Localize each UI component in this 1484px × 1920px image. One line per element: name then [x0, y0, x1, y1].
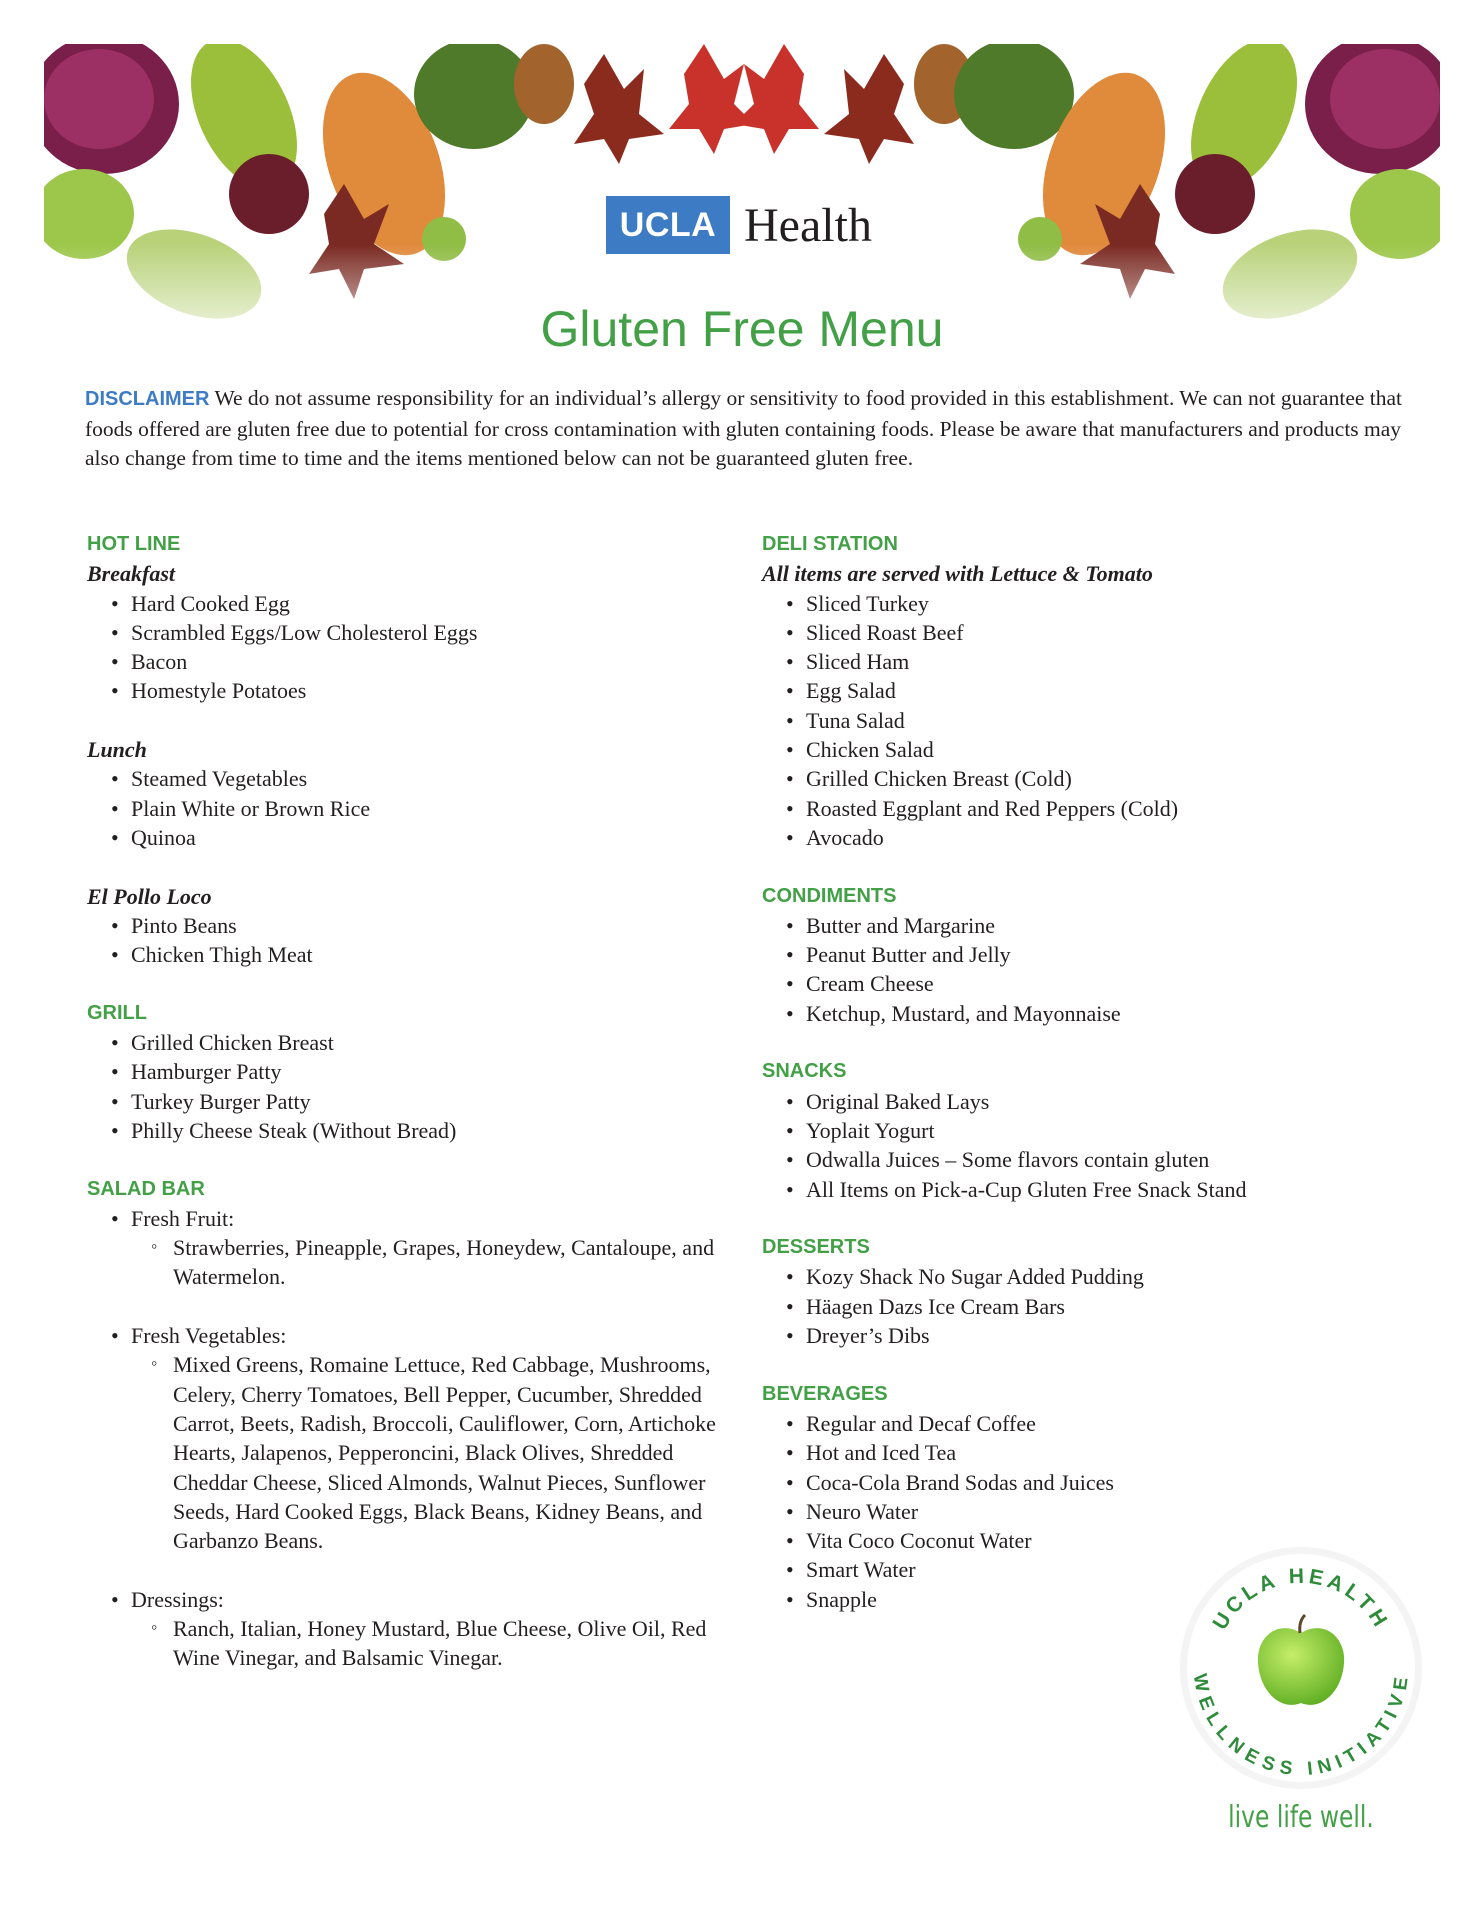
list-item: • Häagen Dazs Ice Cream Bars [786, 1292, 1362, 1321]
sublist-item: ◦ Mixed Greens, Romaine Lettuce, Red Cabbage, Mushrooms, Celery, Cherry Tomatoes, Bell Pepper, Cucumber, Shredded Carrot, Beets, Radish, Broccoli, Cauliflower, Corn, Artichoke Hearts, Jalapenos, Pepperoncini, Black Olives, Shredded Cheddar Cheese, Sliced Almonds, Walnut Pieces, Sunflower Seeds, Hard Cooked Eggs, Black Beans, Kidney Beans, and Garbanzo Beans. [151, 1350, 747, 1555]
list-item: • Tuna Salad [786, 706, 1362, 735]
subsection-el-pollo-loco: El Pollo Loco [87, 883, 212, 909]
list-item: • Roasted Eggplant and Red Peppers (Cold) [786, 794, 1362, 823]
section-grill: GRILL [87, 1001, 147, 1024]
list-item: • Quinoa [111, 823, 747, 852]
sublist-item: ◦ Ranch, Italian, Honey Mustard, Blue Cheese, Olive Oil, Red Wine Vinegar, and Balsamic Vinegar. [151, 1614, 747, 1673]
list-item: • Kozy Shack No Sugar Added Pudding [786, 1262, 1362, 1291]
list-item: • Avocado [786, 823, 1362, 852]
list-item: • Dreyer’s Dibs [786, 1321, 1362, 1350]
list-item: • Vita Coco Coconut Water [786, 1526, 1362, 1555]
list-item: • Coca-Cola Brand Sodas and Juices [786, 1468, 1362, 1497]
list-item: • Peanut Butter and Jelly [786, 940, 1362, 969]
list-item: • Hot and Iced Tea [786, 1438, 1362, 1467]
list-item: • Grilled Chicken Breast [111, 1028, 747, 1057]
list-item: • Snapple [786, 1585, 1362, 1614]
list-item: • Steamed Vegetables [111, 764, 747, 793]
ucla-health-logo [606, 196, 872, 254]
wellness-initiative-badge [1178, 1545, 1424, 1791]
list-item: • Bacon [111, 647, 747, 676]
list-item: • Sliced Ham [786, 647, 1362, 676]
list-item: • Yoplait Yogurt [786, 1116, 1362, 1145]
section-salad-bar: SALAD BAR [87, 1177, 205, 1200]
list-item: • Chicken Thigh Meat [111, 940, 747, 969]
list-item: • Plain White or Brown Rice [111, 794, 747, 823]
subsection-breakfast: Breakfast [87, 561, 175, 587]
section-condiments: CONDIMENTS [762, 884, 897, 907]
fresh-fruit-label: Fresh Fruit: [131, 1205, 235, 1231]
list-item: • Smart Water [786, 1555, 1362, 1584]
section-hot-line: HOT LINE [87, 533, 181, 555]
left-column [87, 530, 747, 1673]
list-item: • Hard Cooked Egg [111, 589, 747, 618]
list-item: • Homestyle Potatoes [111, 676, 747, 705]
list-item: • Sliced Turkey [786, 589, 1362, 618]
dressings-sublist [131, 1614, 747, 1673]
list-item: • Neuro Water [786, 1497, 1362, 1526]
vegetables-list [87, 1321, 747, 1555]
fresh-vegetables-sublist [131, 1350, 747, 1555]
list-item: • Sliced Roast Beef [786, 618, 1362, 647]
list-item: • Egg Salad [786, 676, 1362, 705]
list-item: • Cream Cheese [786, 969, 1362, 998]
list-item: • Scrambled Eggs/Low Cholesterol Eggs [111, 618, 747, 647]
badge-top-text: UCLA HEALTH [1208, 1564, 1394, 1634]
tagline: live life well. [1228, 1800, 1374, 1835]
deli-list [762, 589, 1362, 853]
pollo-list [87, 911, 747, 970]
list-item: • Original Baked Lays [786, 1087, 1362, 1116]
list-item-fresh-vegetables [111, 1321, 747, 1555]
section-beverages: BEVERAGES [762, 1382, 888, 1405]
list-item-fresh-fruit [111, 1204, 747, 1292]
list-item-dressings [111, 1585, 747, 1673]
section-deli-station: DELI STATION [762, 533, 898, 555]
badge-bottom-text: WELLNESS INITIATIVE [1188, 1672, 1414, 1781]
disclaimer-label: DISCLAIMER [85, 388, 210, 410]
snacks-list [762, 1087, 1362, 1204]
fresh-fruit-sublist [131, 1233, 747, 1292]
lunch-list [87, 764, 747, 852]
logo-ucla-box: UCLA [606, 196, 730, 254]
list-item: • Regular and Decaf Coffee [786, 1409, 1362, 1438]
grill-list [87, 1028, 747, 1145]
breakfast-list [87, 589, 747, 706]
fresh-vegetables-label: Fresh Vegetables: [131, 1323, 287, 1349]
list-item: • Butter and Margarine [786, 911, 1362, 940]
list-item: • Pinto Beans [111, 911, 747, 940]
subsection-lunch: Lunch [87, 737, 147, 763]
logo-health-text: Health [744, 198, 872, 252]
dressings-label: Dressings: [131, 1586, 224, 1612]
section-snacks: SNACKS [762, 1060, 847, 1083]
section-desserts: DESSERTS [762, 1236, 870, 1259]
condiments-list [762, 911, 1362, 1028]
list-item: • Odwalla Juices – Some flavors contain gluten [786, 1145, 1362, 1174]
desserts-list [762, 1262, 1362, 1350]
list-item: • Chicken Salad [786, 735, 1362, 764]
list-item: • Grilled Chicken Breast (Cold) [786, 764, 1362, 793]
disclaimer [85, 384, 1415, 474]
list-item: • Philly Cheese Steak (Without Bread) [111, 1116, 747, 1145]
salad-bar-list [87, 1204, 747, 1292]
page-title: Gluten Free Menu [540, 301, 944, 357]
dressings-list [87, 1585, 747, 1673]
list-item: • Hamburger Patty [111, 1057, 747, 1086]
deli-note: All items are served with Lettuce & Tomato [762, 561, 1153, 587]
right-column [762, 530, 1362, 1614]
list-item: • Turkey Burger Patty [111, 1087, 747, 1116]
sublist-item: ◦ Strawberries, Pineapple, Grapes, Honeydew, Cantaloupe, and Watermelon. [151, 1233, 747, 1292]
list-item: • All Items on Pick-a-Cup Gluten Free Snack Stand [786, 1175, 1362, 1204]
disclaimer-text: We do not assume responsibility for an individual’s allergy or sensitivity to food provided in this establishment. We can not guarantee that foods offered are gluten free due to potential for cross contamination with gluten containing foods. Please be aware that manufacturers and products may also change from time to time and the items mentioned below can not be guaranteed gluten free. [85, 386, 1403, 470]
list-item: • Ketchup, Mustard, and Mayonnaise [786, 999, 1362, 1028]
